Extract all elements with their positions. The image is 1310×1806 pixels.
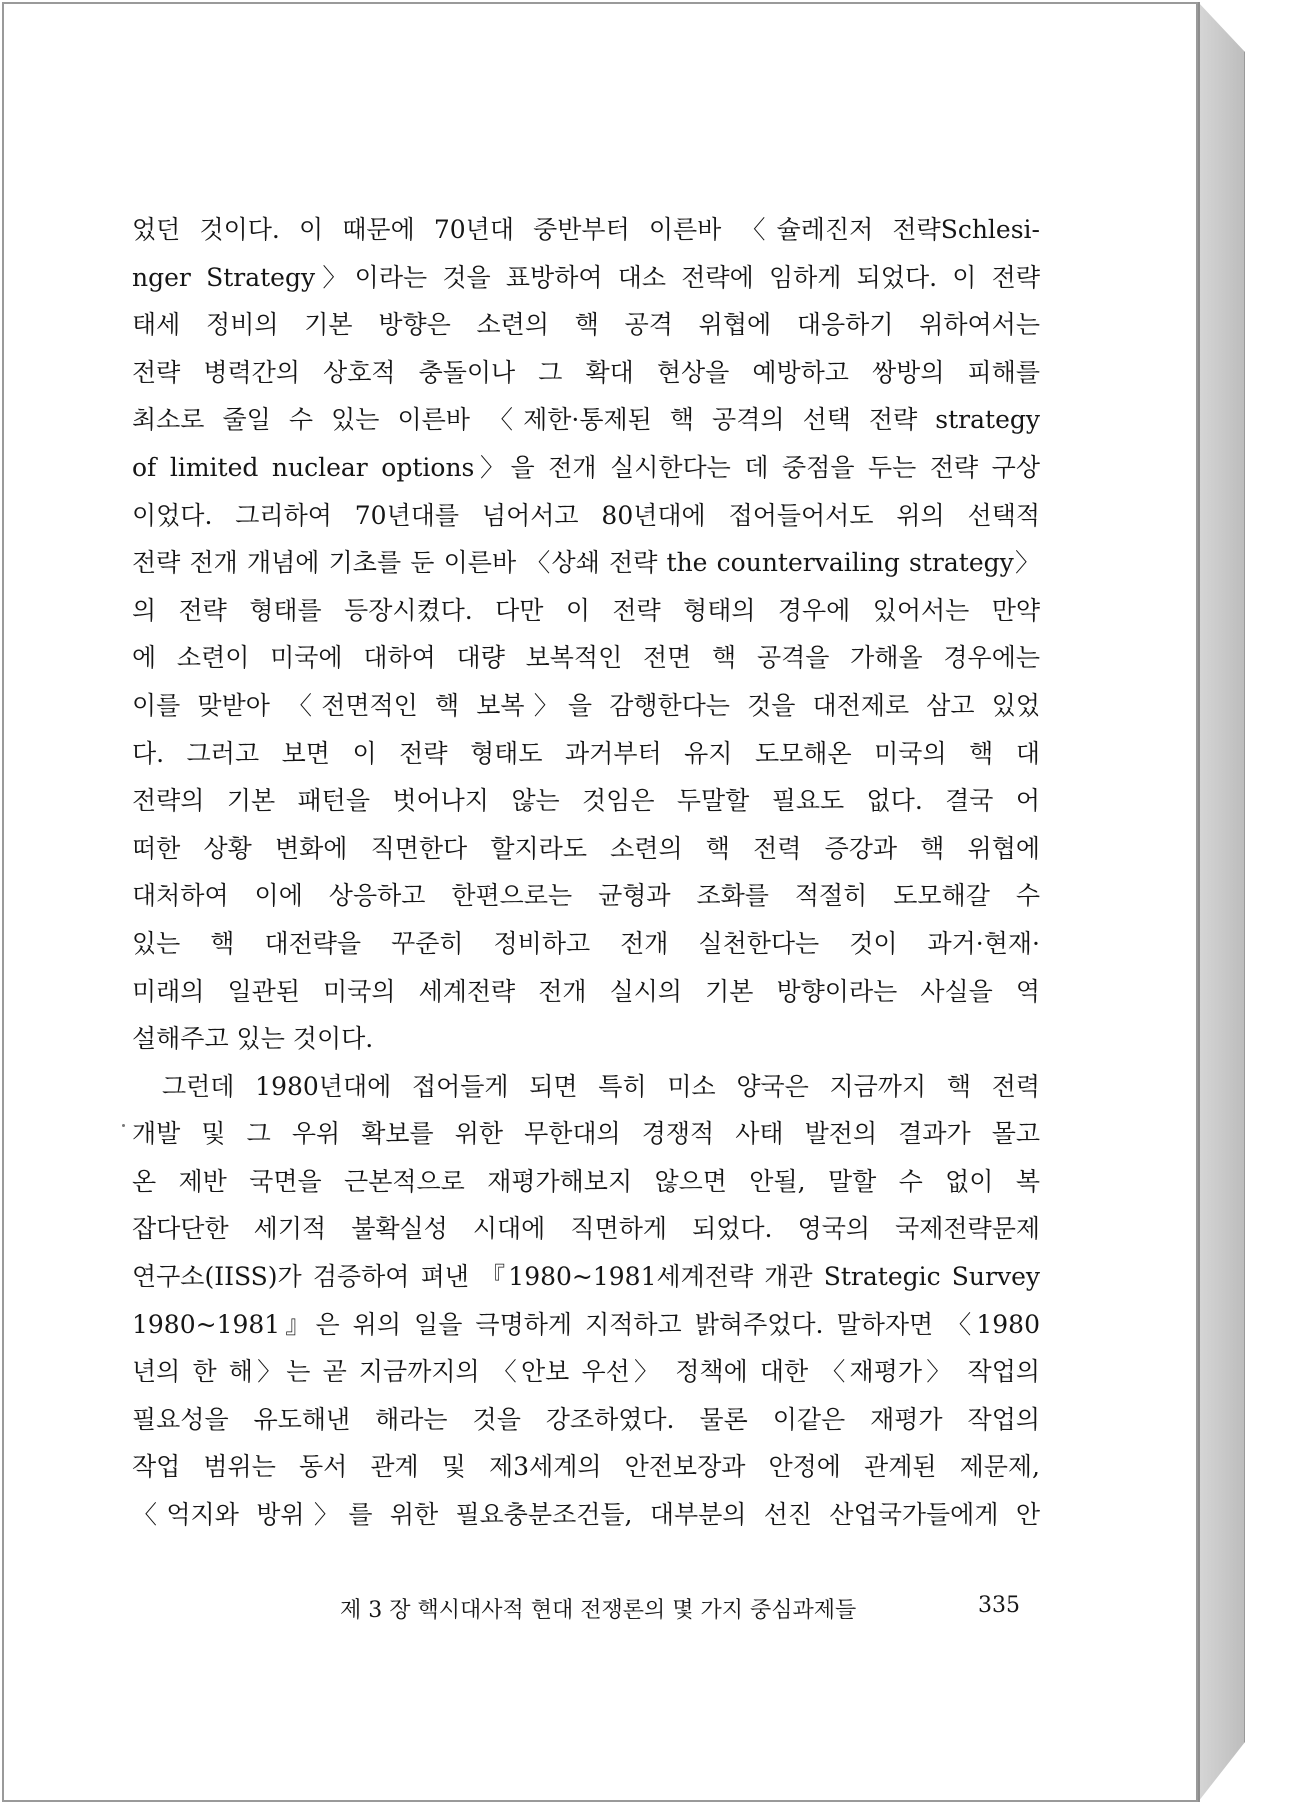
body-text: [132, 206, 1040, 1539]
text-line-5: 최소로 줄일 수 있는 이른바 〈제한·통제된 핵 공격의 선택 전략 strategy: [132, 405, 1040, 435]
text-line-11: 이를 맞받아 〈전면적인 핵 보복〉을 감행한다는 것을 대전제로 삼고 있었: [132, 690, 1040, 720]
text-line-17: 미래의 일관된 미국의 세계전략 전개 실시의 기본 방향이라는 사실을 역: [132, 976, 1040, 1006]
stray-ink-mark: [122, 1124, 125, 1127]
running-head: 제 3 장 핵시대사적 현대 전쟁론의 몇 가지 중심과제들: [340, 1598, 857, 1623]
text-line-9: 의 전략 형태를 등장시켰다. 다만 이 전략 형태의 경우에 있어서는 만약: [132, 595, 1040, 625]
text-line-13: 전략의 기본 패턴을 벗어나지 않는 것임은 두말할 필요도 없다. 결국 어: [132, 786, 1040, 816]
text-line-14: 떠한 상황 변화에 직면한다 할지라도 소련의 핵 전력 증강과 핵 위협에: [132, 833, 1040, 863]
text-line-23: 연구소(IISS)가 검증하여 펴낸 『1980~1981세계전략 개관 Strategic Survey: [132, 1262, 1040, 1292]
text-line-24: 1980~1981』은 위의 일을 극명하게 지적하고 밝혀주었다. 말하자면 〈1980: [132, 1309, 1040, 1339]
page-stack-edge: [1198, 2, 1245, 1802]
text-line-8: 전략 전개 개념에 기초를 둔 이른바 〈상쇄 전략 the countervailing strategy〉: [132, 548, 1040, 578]
page-edge-line: [1198, 2, 1200, 1802]
text-line-4: 전략 병력간의 상호적 충돌이나 그 확대 현상을 예방하고 쌍방의 피해를: [132, 357, 1040, 387]
text-line-26: 필요성을 유도해낸 해라는 것을 강조하였다. 물론 이같은 재평가 작업의: [132, 1404, 1040, 1434]
text-line-20: 개발 및 그 우위 확보를 위한 무한대의 경쟁적 사태 발전의 결과가 몰고: [132, 1119, 1040, 1149]
page-footer: [340, 1593, 1020, 1624]
text-line-28: 〈억지와 방위〉를 위한 필요충분조건들, 대부분의 선진 산업국가들에게 안: [132, 1500, 1040, 1530]
text-line-6: of limited nuclear options〉을 전개 실시한다는 데 중점을 두는 전략 구상: [132, 452, 1040, 482]
text-line-12: 다. 그러고 보면 이 전략 형태도 과거부터 유지 도모해온 미국의 핵 대: [132, 738, 1040, 768]
text-line-18: 설해주고 있는 것이다.: [132, 1024, 374, 1054]
page-number: 335: [978, 1593, 1020, 1618]
text-line-27: 작업 범위는 동서 관계 및 제3세계의 안전보장과 안정에 관계된 제문제,: [132, 1452, 1040, 1482]
text-line-2: nger Strategy〉이라는 것을 표방하여 대소 전략에 임하게 되었다. 이 전략: [132, 262, 1040, 292]
text-line-1: 었던 것이다. 이 때문에 70년대 중반부터 이른바 〈슐레진저 전략Schlesi-: [132, 215, 1040, 244]
text-line-19: 그런데 1980년대에 접어들게 되면 특히 미소 양국은 지금까지 핵 전력: [162, 1071, 1040, 1101]
text-line-10: 에 소련이 미국에 대하여 대량 보복적인 전면 핵 공격을 가해올 경우에는: [132, 643, 1040, 673]
text-line-16: 있는 핵 대전략을 꾸준히 정비하고 전개 실천한다는 것이 과거·현재·: [132, 928, 1040, 958]
text-line-21: 온 제반 국면을 근본적으로 재평가해보지 않으면 안될, 말할 수 없이 복: [132, 1166, 1040, 1196]
text-line-15: 대처하여 이에 상응하고 한편으로는 균형과 조화를 적절히 도모해갈 수: [132, 881, 1040, 911]
text-line-7: 이었다. 그리하여 70년대를 넘어서고 80년대에 접어들어서도 위의 선택적: [132, 500, 1040, 530]
text-line-3: 태세 정비의 기본 방향은 소련의 핵 공격 위협에 대응하기 위하여서는: [132, 310, 1040, 340]
text-line-22: 잡다단한 세기적 불확실성 시대에 직면하게 되었다. 영국의 국제전략문제: [132, 1214, 1040, 1244]
text-line-25: 년의 한 해〉는 곧 지금까지의 〈안보 우선〉 정책에 대한 〈재평가〉 작업의: [132, 1357, 1040, 1387]
